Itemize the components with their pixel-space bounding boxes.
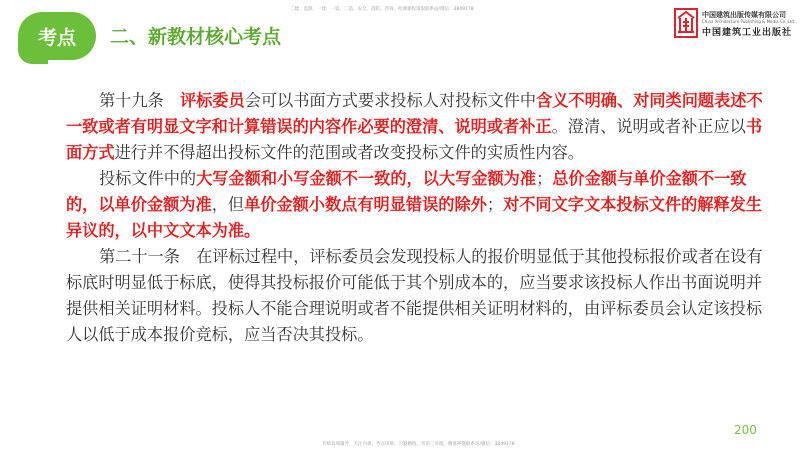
- highlighted-text: 单价金额小数点有明显错误的除外: [244, 195, 487, 214]
- article-paragraph-amounts: [66, 166, 766, 244]
- body-text: 第二十一条 在评标过程中，评标委员会发现投标人的报价明显低于其他投标报价或者在设有标底时明显低于标底，使得其投标报价可能低于其个别成本的，应当要求该投标人作出书面说明并提供相关证明材料。投标人不能合理说明或者不能提供相关证明材料的，由评标委员会认定该投标人以低于成本报价竞标，应当否决其投标。: [66, 247, 763, 344]
- highlighted-text: 对不同文字文本投标文件的解释发生异议的，以中文文本为准。: [66, 195, 763, 240]
- publisher-name-en: China Architecture Publishing & Media Co.,Ltd.: [702, 19, 796, 24]
- body-text: 第十九条: [99, 91, 180, 110]
- body-text: 进行并不得超出投标文件的范围或者改变投标文件的实质性内容。: [114, 143, 584, 162]
- section-title: 二、新教材核心考点: [110, 26, 282, 48]
- highlighted-text: 含义不明确、对同类问题表述不一致或者有明显文字和计算错误的内容作必要的澄清、说明或者补正: [66, 91, 763, 136]
- body-text: ，但: [211, 195, 245, 214]
- publisher-emblem-icon: [674, 8, 698, 38]
- bottom-watermark-note: 名师高端辅导，关注内训，考点串讲，习题精练，考前三页纸，精准押题联系站/微信：3849178: [322, 442, 515, 447]
- body-text: 会可以书面方式要求投标人对投标文件中: [244, 91, 537, 110]
- highlighted-text: 评标委员: [179, 91, 245, 110]
- article-paragraph-19: [66, 88, 766, 166]
- body-text: ；: [536, 169, 553, 188]
- highlighted-text: 书面方式: [66, 117, 763, 162]
- publisher-name-script: 中国建筑工业出版社: [702, 28, 793, 38]
- topic-badge: [18, 12, 96, 60]
- page-number: 200: [734, 423, 757, 437]
- topic-badge-label: 考点: [37, 26, 76, 49]
- body-text: ；: [486, 195, 504, 214]
- publisher-logo: [674, 8, 796, 40]
- body-text: 。澄清、说明或者补正应以: [551, 117, 746, 136]
- highlighted-text: 总价金额与单价金额不一致的，以单价金额为准: [66, 169, 747, 214]
- body-text: 投标文件中的: [99, 169, 197, 188]
- article-paragraph-21: [66, 244, 766, 348]
- article-body: [66, 88, 766, 348]
- publisher-name-cn: 中国建筑出版传媒有限公司: [702, 11, 786, 19]
- top-watermark-note: 二建、监理、一建、一造、二造、安全、消防、咨询、检测课程领取联系站/微信：3849178: [290, 7, 474, 12]
- highlighted-text: 大写金额和小写金额不一致的，以大写金额为准: [196, 169, 537, 188]
